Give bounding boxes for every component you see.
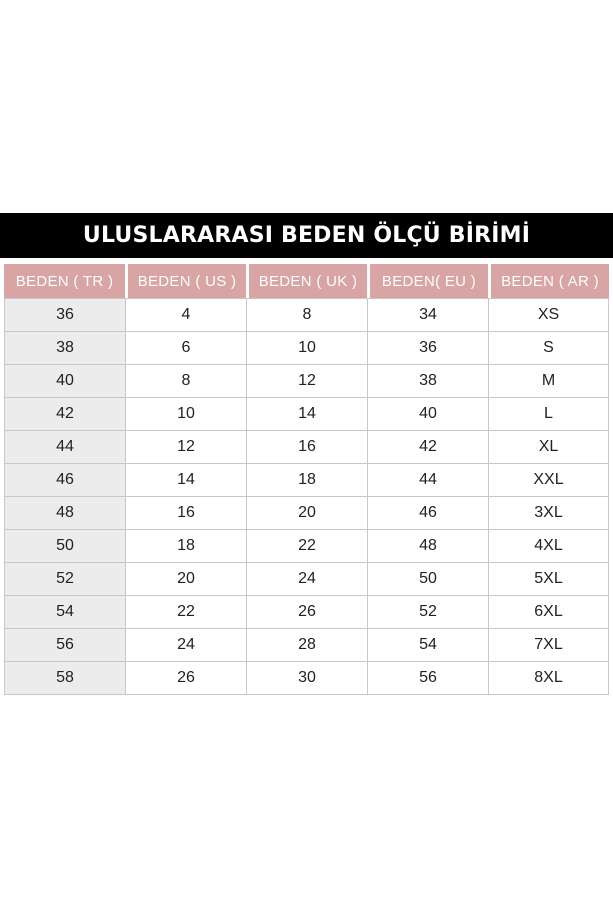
cell-eu: 44	[367, 464, 488, 497]
table-row	[4, 464, 609, 497]
table-row	[4, 298, 609, 332]
size-chart-table-container	[4, 264, 609, 695]
header-beden-tr: BEDEN ( TR )	[4, 264, 125, 298]
cell-us: 16	[125, 497, 246, 530]
cell-eu: 40	[367, 398, 488, 431]
page-title: ULUSLARARASI BEDEN ÖLÇÜ BİRİMİ	[0, 213, 613, 258]
cell-uk: 26	[246, 596, 367, 629]
cell-uk: 30	[246, 662, 367, 695]
cell-uk: 24	[246, 563, 367, 596]
cell-eu: 42	[367, 431, 488, 464]
cell-eu: 46	[367, 497, 488, 530]
table-row	[4, 398, 609, 431]
table-body	[4, 298, 609, 695]
table-header-row	[4, 264, 609, 298]
cell-eu: 50	[367, 563, 488, 596]
table-row	[4, 596, 609, 629]
cell-uk: 12	[246, 365, 367, 398]
cell-ar: 3XL	[488, 497, 609, 530]
header-beden-ar: BEDEN ( AR )	[488, 264, 609, 298]
table-row	[4, 431, 609, 464]
cell-tr: 40	[4, 365, 125, 398]
cell-us: 6	[125, 332, 246, 365]
cell-ar: 6XL	[488, 596, 609, 629]
header-beden-eu: BEDEN( EU )	[367, 264, 488, 298]
cell-uk: 16	[246, 431, 367, 464]
cell-us: 24	[125, 629, 246, 662]
table-row	[4, 497, 609, 530]
cell-us: 22	[125, 596, 246, 629]
cell-us: 10	[125, 398, 246, 431]
table-row	[4, 662, 609, 695]
cell-tr: 44	[4, 431, 125, 464]
cell-eu: 36	[367, 332, 488, 365]
cell-us: 20	[125, 563, 246, 596]
cell-ar: XXL	[488, 464, 609, 497]
cell-eu: 52	[367, 596, 488, 629]
cell-uk: 14	[246, 398, 367, 431]
cell-ar: XL	[488, 431, 609, 464]
cell-us: 12	[125, 431, 246, 464]
cell-us: 26	[125, 662, 246, 695]
cell-uk: 22	[246, 530, 367, 563]
table-row	[4, 563, 609, 596]
cell-ar: XS	[488, 298, 609, 332]
cell-tr: 42	[4, 398, 125, 431]
cell-uk: 20	[246, 497, 367, 530]
cell-tr: 52	[4, 563, 125, 596]
cell-tr: 48	[4, 497, 125, 530]
cell-ar: 5XL	[488, 563, 609, 596]
cell-tr: 36	[4, 298, 125, 332]
cell-ar: S	[488, 332, 609, 365]
table-row	[4, 629, 609, 662]
cell-tr: 54	[4, 596, 125, 629]
cell-tr: 58	[4, 662, 125, 695]
cell-uk: 8	[246, 298, 367, 332]
table-row	[4, 365, 609, 398]
size-chart-table	[4, 264, 609, 695]
header-beden-uk: BEDEN ( UK )	[246, 264, 367, 298]
cell-ar: L	[488, 398, 609, 431]
cell-eu: 34	[367, 298, 488, 332]
cell-ar: 4XL	[488, 530, 609, 563]
cell-tr: 50	[4, 530, 125, 563]
cell-tr: 56	[4, 629, 125, 662]
cell-us: 4	[125, 298, 246, 332]
cell-eu: 38	[367, 365, 488, 398]
header-beden-us: BEDEN ( US )	[125, 264, 246, 298]
cell-us: 14	[125, 464, 246, 497]
cell-uk: 28	[246, 629, 367, 662]
cell-tr: 38	[4, 332, 125, 365]
cell-ar: M	[488, 365, 609, 398]
table-row	[4, 332, 609, 365]
cell-tr: 46	[4, 464, 125, 497]
cell-ar: 8XL	[488, 662, 609, 695]
cell-eu: 48	[367, 530, 488, 563]
cell-eu: 56	[367, 662, 488, 695]
cell-us: 18	[125, 530, 246, 563]
cell-eu: 54	[367, 629, 488, 662]
table-row	[4, 530, 609, 563]
cell-us: 8	[125, 365, 246, 398]
cell-uk: 10	[246, 332, 367, 365]
cell-uk: 18	[246, 464, 367, 497]
cell-ar: 7XL	[488, 629, 609, 662]
